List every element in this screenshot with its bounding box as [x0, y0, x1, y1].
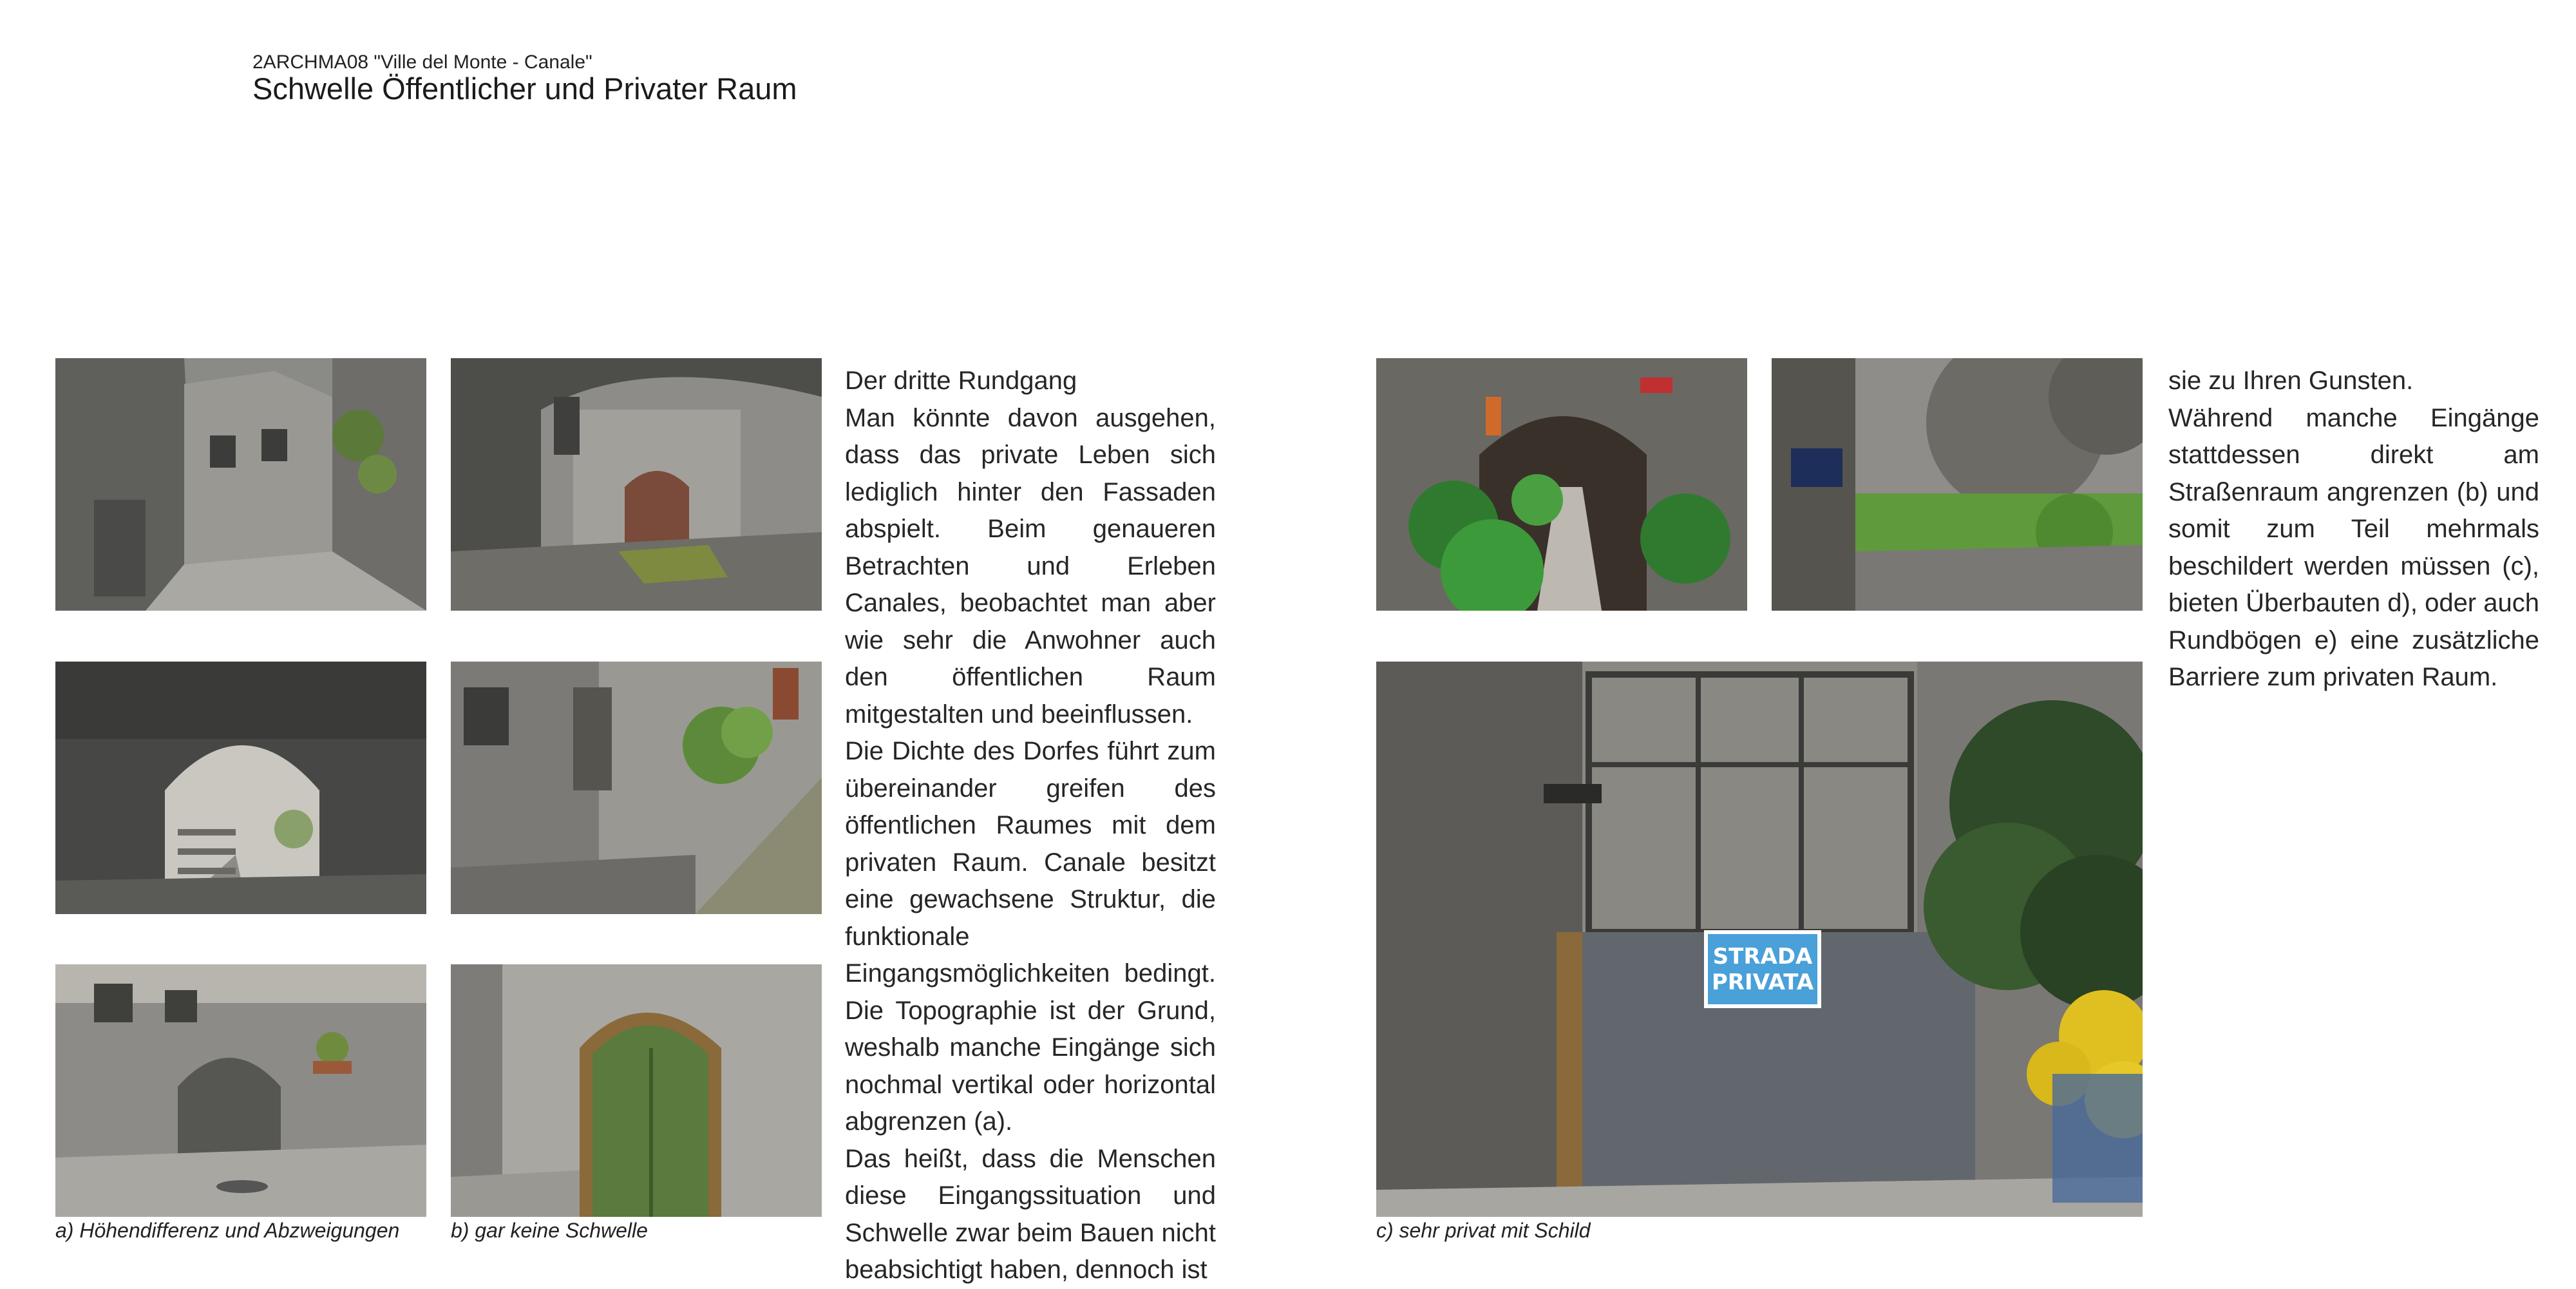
sign-line-1: STRADA [1712, 943, 1813, 969]
caption-c: c) sehr privat mit Schild [1376, 1219, 1591, 1242]
text-paragraph: Die Dichte des Dorfes führt zum übereinander greifen des öffentlichen Raumes mit dem privaten Raum. Canale besitzt eine gewachsene Struktur, die funktionale Eingangsmöglichkeiten bedingt. Die Topographie ist der Grund, weshalb manche Eingänge sich nochmal vertikal oder horizontal abgrenzen (a). [845, 737, 1216, 1136]
text-paragraph: Das heißt, dass die Menschen diese Eingangssituation und Schwelle zwar beim Bauen nicht beabsichtigt haben, dennoch ist [845, 1144, 1216, 1284]
caption-a: a) Höhendifferenz und Abzweigungen [55, 1219, 400, 1242]
photo-steps-plants [451, 662, 822, 914]
sign-text [1706, 932, 1819, 1006]
photo-strada-privata-gate [1376, 662, 2143, 1217]
text-column-right [2168, 363, 2539, 696]
sign-line-2: PRIVATA [1711, 969, 1814, 995]
caption-b: b) gar keine Schwelle [451, 1219, 648, 1242]
photo-stairs-alley [55, 358, 426, 611]
photo-arch-passage [55, 964, 426, 1217]
text-paragraph: Während manche Eingänge stattdessen direkt am Straßenraum angrenzen (b) und somit zum Teil mehrmals beschildert werden müssen (c), bieten Überbauten d), oder auch Rundbögen e) eine zusätzliche Barriere zum privaten Raum. [2168, 403, 2539, 691]
photo-arch-tunnel [55, 662, 426, 914]
text-column-left [845, 363, 1216, 1289]
text-paragraph: Der dritte Rundgang [845, 367, 1077, 395]
document-title: Schwelle Öffentlicher und Privater Raum [252, 72, 797, 106]
photo-plant-archway [1376, 358, 1747, 611]
document-subtitle: 2ARCHMA08 "Ville del Monte - Canale" [252, 52, 592, 73]
text-paragraph: sie zu Ihren Gunsten. [2168, 367, 2414, 395]
photo-green-door [451, 964, 822, 1217]
photo-courtyard-door [451, 358, 822, 611]
text-paragraph: Man könnte davon ausgehen, dass das private Leben sich lediglich hinter den Fassaden abspielt. Beim genaueren Betrachten und Erleben Canales, beobachtet man aber wie sehr die Anwohner auch den öffentlichen Raum mitgestalten und beeinflussen. [845, 403, 1216, 729]
photo-garden-sign [1772, 358, 2143, 611]
